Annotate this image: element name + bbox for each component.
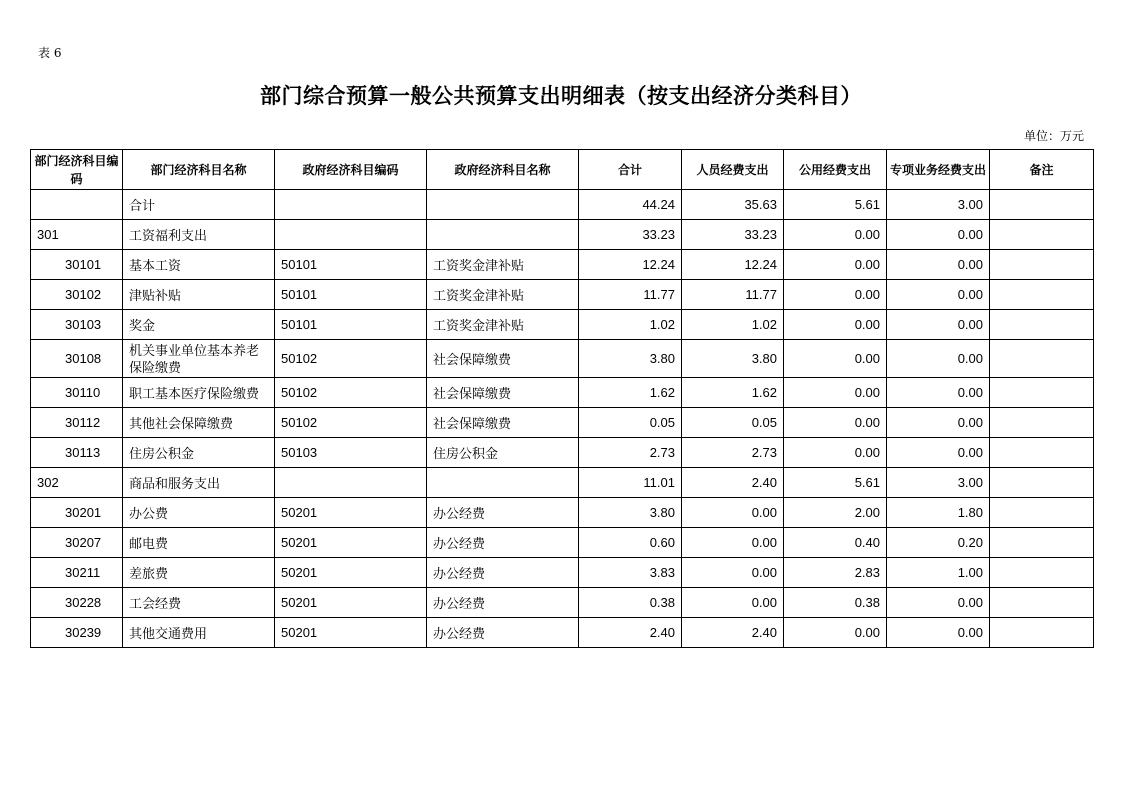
cell-note xyxy=(990,310,1094,340)
cell-special: 0.00 xyxy=(887,340,990,378)
cell-note xyxy=(990,528,1094,558)
cell-gov-name: 社会保障缴费 xyxy=(427,378,579,408)
cell-note xyxy=(990,618,1094,648)
cell-public: 2.83 xyxy=(784,558,887,588)
cell-gov-code: 50101 xyxy=(275,250,427,280)
cell-dept-code: 301 xyxy=(31,220,123,250)
cell-total: 0.05 xyxy=(579,408,682,438)
expenditure-table xyxy=(30,149,1094,648)
cell-public: 0.00 xyxy=(784,618,887,648)
cell-gov-name xyxy=(427,468,579,498)
cell-note xyxy=(990,468,1094,498)
cell-personnel: 0.00 xyxy=(682,528,784,558)
cell-note xyxy=(990,408,1094,438)
cell-dept-code: 30108 xyxy=(31,340,123,378)
header-note: 备注 xyxy=(990,150,1094,190)
cell-dept-code: 30201 xyxy=(31,498,123,528)
cell-dept-code: 30207 xyxy=(31,528,123,558)
table-row xyxy=(31,310,1094,340)
cell-note xyxy=(990,280,1094,310)
cell-gov-name: 办公经费 xyxy=(427,618,579,648)
cell-special: 3.00 xyxy=(887,190,990,220)
table-row xyxy=(31,280,1094,310)
cell-gov-code: 50101 xyxy=(275,310,427,340)
cell-note xyxy=(990,250,1094,280)
cell-gov-name: 工资奖金津补贴 xyxy=(427,310,579,340)
header-personnel: 人员经费支出 xyxy=(682,150,784,190)
cell-total: 3.80 xyxy=(579,340,682,378)
cell-total: 11.01 xyxy=(579,468,682,498)
cell-special: 0.00 xyxy=(887,588,990,618)
cell-dept-code: 30113 xyxy=(31,438,123,468)
cell-gov-name: 工资奖金津补贴 xyxy=(427,250,579,280)
cell-dept-code: 30228 xyxy=(31,588,123,618)
cell-dept-code: 302 xyxy=(31,468,123,498)
cell-total: 0.60 xyxy=(579,528,682,558)
cell-dept-code: 30211 xyxy=(31,558,123,588)
cell-total: 2.40 xyxy=(579,618,682,648)
cell-total: 44.24 xyxy=(579,190,682,220)
table-row xyxy=(31,528,1094,558)
cell-dept-code: 30101 xyxy=(31,250,123,280)
cell-gov-code: 50102 xyxy=(275,340,427,378)
cell-dept-name: 工会经费 xyxy=(123,588,275,618)
header-public: 公用经费支出 xyxy=(784,150,887,190)
cell-public: 0.00 xyxy=(784,340,887,378)
cell-personnel: 0.00 xyxy=(682,498,784,528)
cell-gov-name: 社会保障缴费 xyxy=(427,340,579,378)
cell-total: 12.24 xyxy=(579,250,682,280)
cell-public: 5.61 xyxy=(784,190,887,220)
cell-gov-name xyxy=(427,190,579,220)
cell-note xyxy=(990,340,1094,378)
cell-gov-name: 办公经费 xyxy=(427,498,579,528)
cell-dept-code: 30103 xyxy=(31,310,123,340)
cell-special: 0.00 xyxy=(887,378,990,408)
cell-special: 1.80 xyxy=(887,498,990,528)
table-row xyxy=(31,378,1094,408)
cell-dept-name: 津贴补贴 xyxy=(123,280,275,310)
cell-dept-code: 30102 xyxy=(31,280,123,310)
cell-gov-name: 社会保障缴费 xyxy=(427,408,579,438)
cell-personnel: 12.24 xyxy=(682,250,784,280)
cell-gov-name: 办公经费 xyxy=(427,528,579,558)
cell-personnel: 35.63 xyxy=(682,190,784,220)
header-total: 合计 xyxy=(579,150,682,190)
cell-gov-code xyxy=(275,468,427,498)
cell-note xyxy=(990,220,1094,250)
cell-public: 0.00 xyxy=(784,220,887,250)
cell-public: 0.00 xyxy=(784,438,887,468)
cell-public: 5.61 xyxy=(784,468,887,498)
cell-dept-name: 差旅费 xyxy=(123,558,275,588)
cell-public: 0.00 xyxy=(784,408,887,438)
cell-public: 2.00 xyxy=(784,498,887,528)
cell-total: 33.23 xyxy=(579,220,682,250)
cell-special: 0.00 xyxy=(887,310,990,340)
cell-dept-name: 职工基本医疗保险缴费 xyxy=(123,378,275,408)
cell-personnel: 3.80 xyxy=(682,340,784,378)
header-gov-name: 政府经济科目名称 xyxy=(427,150,579,190)
cell-special: 0.20 xyxy=(887,528,990,558)
cell-personnel: 2.40 xyxy=(682,618,784,648)
table-row xyxy=(31,438,1094,468)
cell-total: 3.83 xyxy=(579,558,682,588)
cell-note xyxy=(990,190,1094,220)
unit-label: 单位：万元 xyxy=(1023,129,1084,143)
cell-gov-code: 50102 xyxy=(275,408,427,438)
table-row xyxy=(31,498,1094,528)
cell-total: 1.02 xyxy=(579,310,682,340)
header-gov-code: 政府经济科目编码 xyxy=(275,150,427,190)
table-row xyxy=(31,558,1094,588)
cell-public: 0.00 xyxy=(784,250,887,280)
table-row xyxy=(31,220,1094,250)
header-special: 专项业务经费支出 xyxy=(887,150,990,190)
cell-special: 0.00 xyxy=(887,408,990,438)
cell-special: 0.00 xyxy=(887,250,990,280)
cell-dept-name: 机关事业单位基本养老保险缴费 xyxy=(123,340,275,378)
cell-public: 0.00 xyxy=(784,378,887,408)
header-dept-code: 部门经济科目编码 xyxy=(31,150,123,190)
cell-total: 1.62 xyxy=(579,378,682,408)
cell-gov-code: 50101 xyxy=(275,280,427,310)
cell-gov-name: 住房公积金 xyxy=(427,438,579,468)
cell-total: 2.73 xyxy=(579,438,682,468)
cell-gov-code: 50103 xyxy=(275,438,427,468)
cell-note xyxy=(990,588,1094,618)
cell-gov-code xyxy=(275,190,427,220)
cell-total: 11.77 xyxy=(579,280,682,310)
cell-gov-code: 50102 xyxy=(275,378,427,408)
cell-special: 0.00 xyxy=(887,618,990,648)
cell-special: 0.00 xyxy=(887,280,990,310)
cell-note xyxy=(990,498,1094,528)
cell-personnel: 33.23 xyxy=(682,220,784,250)
cell-public: 0.00 xyxy=(784,310,887,340)
cell-note xyxy=(990,558,1094,588)
cell-special: 3.00 xyxy=(887,468,990,498)
cell-special: 0.00 xyxy=(887,438,990,468)
cell-special: 0.00 xyxy=(887,220,990,250)
table-row xyxy=(31,468,1094,498)
cell-personnel: 1.62 xyxy=(682,378,784,408)
cell-dept-name: 商品和服务支出 xyxy=(123,468,275,498)
cell-dept-name: 工资福利支出 xyxy=(123,220,275,250)
cell-public: 0.38 xyxy=(784,588,887,618)
cell-dept-code: 30112 xyxy=(31,408,123,438)
cell-gov-code: 50201 xyxy=(275,498,427,528)
table-row xyxy=(31,340,1094,378)
cell-public: 0.40 xyxy=(784,528,887,558)
cell-dept-name: 其他交通费用 xyxy=(123,618,275,648)
cell-personnel: 0.05 xyxy=(682,408,784,438)
table-row xyxy=(31,408,1094,438)
cell-dept-name: 奖金 xyxy=(123,310,275,340)
cell-gov-name: 办公经费 xyxy=(427,558,579,588)
cell-personnel: 0.00 xyxy=(682,558,784,588)
cell-personnel: 2.73 xyxy=(682,438,784,468)
cell-personnel: 2.40 xyxy=(682,468,784,498)
cell-gov-code: 50201 xyxy=(275,558,427,588)
cell-gov-name: 办公经费 xyxy=(427,588,579,618)
cell-note xyxy=(990,378,1094,408)
cell-special: 1.00 xyxy=(887,558,990,588)
cell-gov-name: 工资奖金津补贴 xyxy=(427,280,579,310)
table-row xyxy=(31,190,1094,220)
table-header-row xyxy=(31,150,1094,190)
cell-personnel: 11.77 xyxy=(682,280,784,310)
cell-dept-code xyxy=(31,190,123,220)
table-row xyxy=(31,588,1094,618)
cell-dept-code: 30110 xyxy=(31,378,123,408)
cell-dept-name: 其他社会保障缴费 xyxy=(123,408,275,438)
cell-dept-name: 住房公积金 xyxy=(123,438,275,468)
cell-dept-name: 合计 xyxy=(123,190,275,220)
cell-total: 0.38 xyxy=(579,588,682,618)
cell-gov-name xyxy=(427,220,579,250)
cell-gov-code: 50201 xyxy=(275,588,427,618)
cell-dept-name: 基本工资 xyxy=(123,250,275,280)
cell-note xyxy=(990,438,1094,468)
cell-public: 0.00 xyxy=(784,280,887,310)
cell-dept-code: 30239 xyxy=(31,618,123,648)
cell-personnel: 1.02 xyxy=(682,310,784,340)
cell-gov-code xyxy=(275,220,427,250)
page-title: 部门综合预算一般公共预算支出明细表（按支出经济分类科目） xyxy=(260,84,862,108)
cell-dept-name: 办公费 xyxy=(123,498,275,528)
table-number-label: 表 6 xyxy=(38,46,62,60)
header-dept-name: 部门经济科目名称 xyxy=(123,150,275,190)
cell-dept-name: 邮电费 xyxy=(123,528,275,558)
cell-gov-code: 50201 xyxy=(275,618,427,648)
cell-personnel: 0.00 xyxy=(682,588,784,618)
table-row xyxy=(31,250,1094,280)
table-row xyxy=(31,618,1094,648)
cell-gov-code: 50201 xyxy=(275,528,427,558)
cell-total: 3.80 xyxy=(579,498,682,528)
